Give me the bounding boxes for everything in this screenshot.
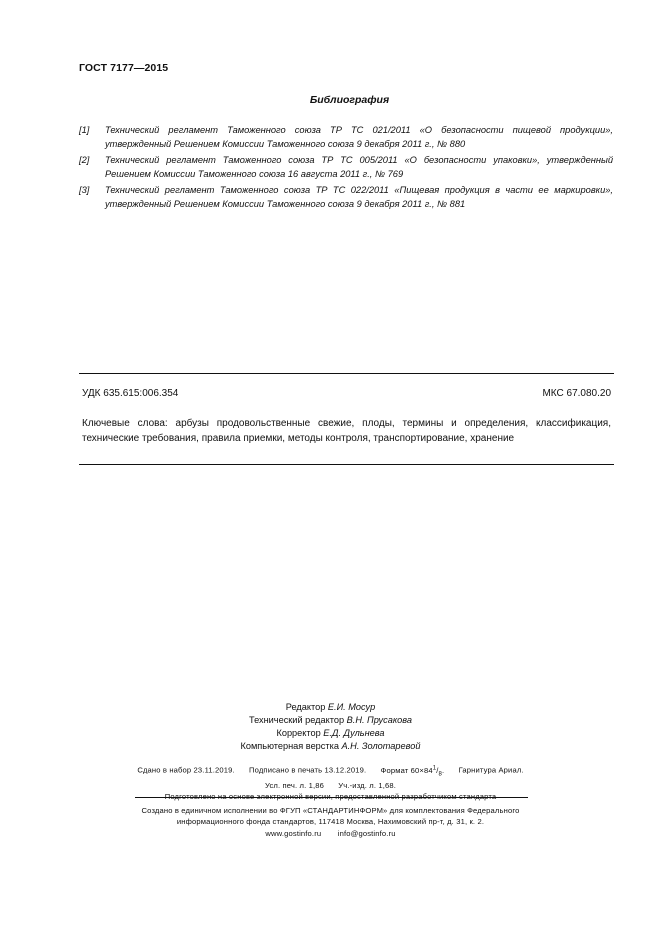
bibliography-item-text: Технический регламент Таможенного союза ТР ТС 005/2011 «О безопасности упаковки», утвержденный Решением Комиссии Таможенного союза 16 августа 2011 г., № 769	[105, 155, 613, 179]
bibliography-item	[79, 184, 613, 211]
bibliography-title: Библиография	[309, 94, 390, 106]
layout-name: А.Н. Золотаревой	[341, 741, 421, 751]
corrector-line	[0, 727, 661, 740]
print-sheets: Усл. печ. л. 1,86	[265, 781, 325, 791]
bibliography-item	[79, 154, 613, 181]
print-info-line-1	[0, 763, 661, 780]
paper-format: Формат $60\times 84^1/_8$.	[380, 765, 445, 778]
mks-code: МКС 67.080.20	[542, 388, 611, 399]
paper-format-sub: 8	[438, 771, 443, 778]
tech-editor-label: Технический редактор	[249, 715, 345, 725]
bibliography-item-number: [3]	[79, 185, 90, 196]
paper-format-sup: 1	[432, 765, 437, 771]
bibliography-list	[79, 124, 613, 215]
document-code: ГОСТ 7177—2015	[79, 62, 169, 74]
bibliography-item	[79, 124, 613, 151]
editor-line	[0, 701, 661, 714]
bibliography-item-number: [2]	[79, 155, 90, 166]
editor-label: Редактор	[285, 702, 326, 712]
divider-top	[79, 373, 614, 374]
publisher-website[interactable]: www.gostinfo.ru	[265, 828, 322, 838]
publisher-contacts	[0, 828, 661, 839]
publisher-line-1: Создано в единичном исполнении во ФГУП «СТАНДАРТИНФОРМ» для комплектования Федерального	[141, 806, 520, 815]
layout-label: Компьютерная верстка	[240, 741, 339, 751]
publishing-sheets: Уч.-изд. л. 1,68.	[338, 781, 396, 791]
editor-name: Е.И. Мосур	[327, 702, 376, 712]
submitted-date: Сдано в набор 23.11.2019.	[137, 765, 235, 775]
print-info-line-2	[0, 780, 661, 791]
publisher-email[interactable]: info@gostinfo.ru	[337, 828, 396, 838]
udk-code: УДК 635.615:006.354	[82, 388, 179, 399]
tech-editor-name: В.Н. Прусакова	[346, 715, 412, 725]
corrector-name: Е.Д. Дульнева	[323, 728, 385, 738]
corrector-label: Корректор	[276, 728, 321, 738]
signed-date: Подписано в печать 13.12.2019.	[249, 765, 367, 775]
divider-print	[135, 797, 528, 798]
divider-middle	[79, 464, 614, 465]
bibliography-item-text: Технический регламент Таможенного союза ТР ТС 021/2011 «О безопасности пищевой продукции», утвержденный Решением Комиссии Таможенного союза 9 декабря 2011 г., № 880	[105, 125, 613, 149]
publisher-info	[0, 805, 661, 839]
paper-format-label: Формат 60×84	[380, 765, 433, 775]
tech-editor-line	[0, 714, 661, 727]
keywords: Ключевые слова: арбузы продовольственные свежие, плоды, термины и определения, классификация, технические требования, правила приемки, методы контроля, транспортирование, хранение	[82, 418, 611, 444]
credits-block	[0, 701, 661, 753]
publisher-line-2: информационного фонда стандартов, 117418 Москва, Нахимовский пр-т, д. 31, к. 2.	[176, 817, 485, 827]
font-name: Гарнитура Ариал.	[458, 765, 524, 775]
classification-row	[82, 388, 611, 399]
bibliography-item-number: [1]	[79, 125, 90, 135]
bibliography-item-text: Технический регламент Таможенного союза ТР ТС 022/2011 «Пищевая продукция в части ее маркировки», утвержденный Решением Комиссии Таможенного союза 9 декабря 2011 г., № 881	[105, 185, 613, 209]
layout-line	[0, 740, 661, 753]
